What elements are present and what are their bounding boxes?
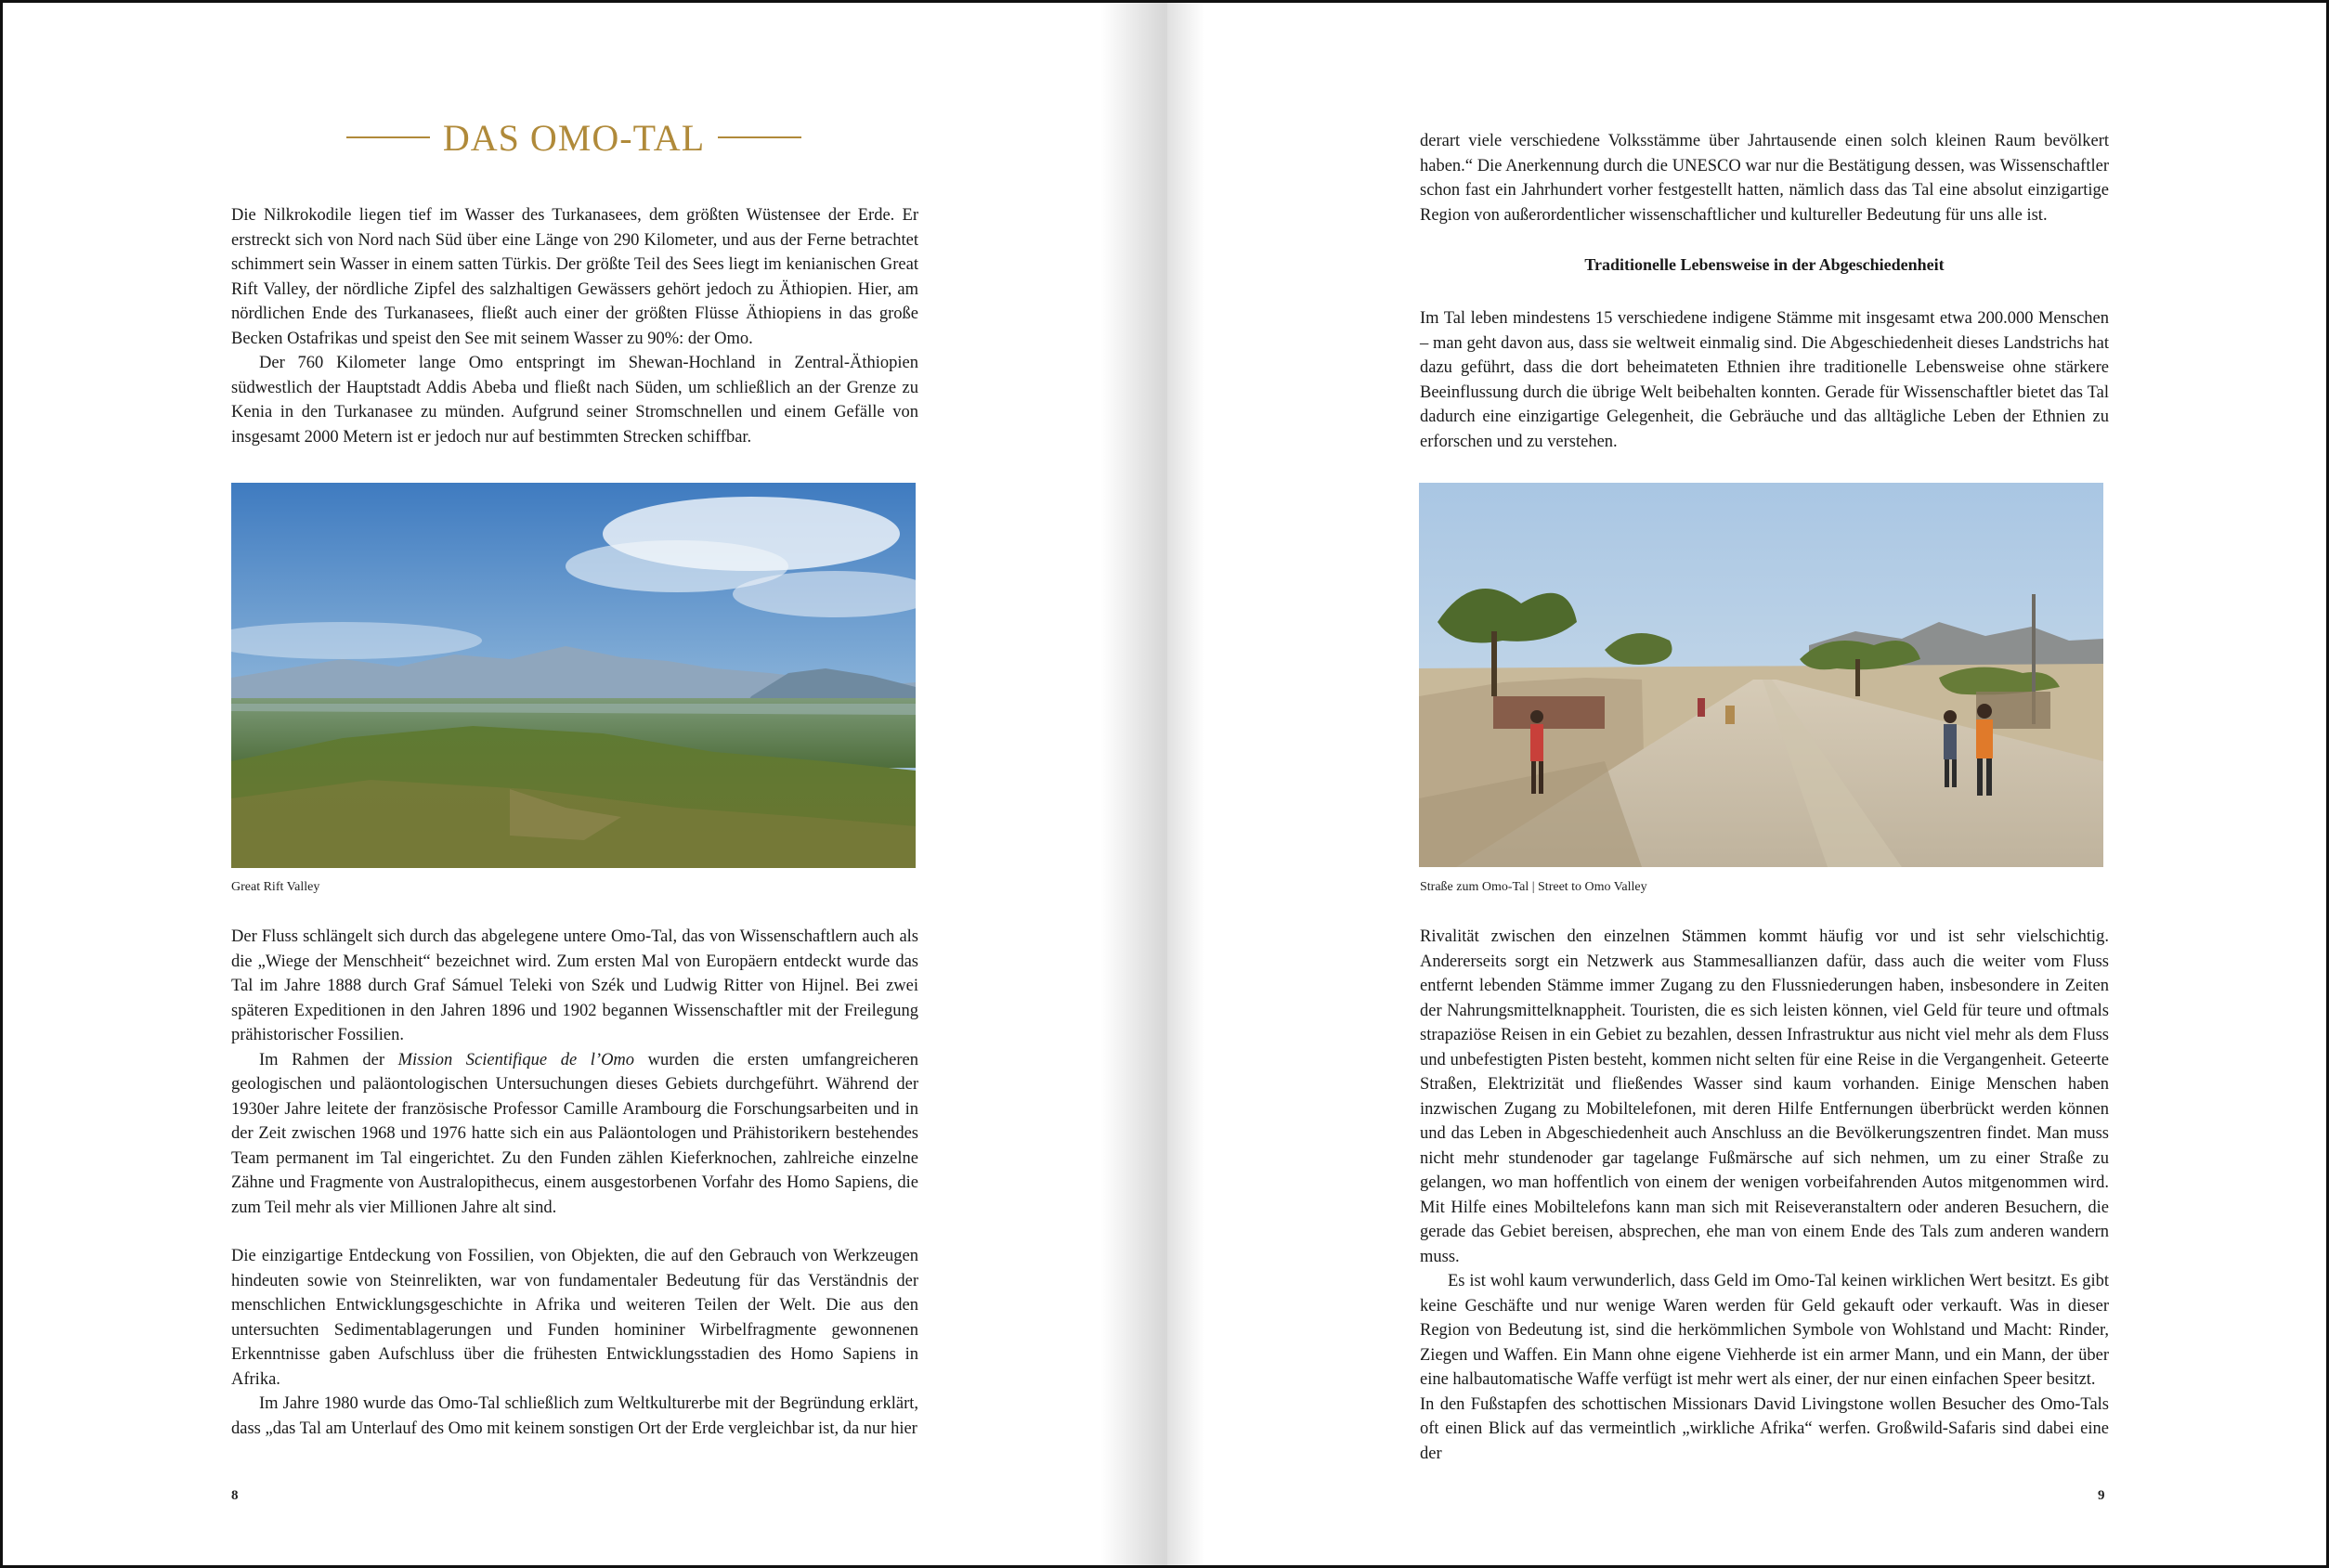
rift-valley-photo bbox=[231, 483, 916, 868]
photo-caption: Straße zum Omo-Tal | Street to Omo Valley bbox=[1420, 880, 1647, 894]
paragraph: derart viele verschiedene Volksstämme über Jahrtausende einen solch kleinen Raum bevölkert haben.“ Die Anerkennung durch die UNESCO war nur die Bestätigung dessen, was Wissenschaftler schon fast ein Jahrhundert vorher festgestellt hatten, nämlich dass das Tal eine absolut einzigartige Region von außerordentlicher wissenschaftlicher und kultureller Bedeutung für uns alle ist. bbox=[1420, 132, 2109, 225]
title-rule-right bbox=[718, 136, 801, 138]
intro-text bbox=[231, 203, 918, 449]
page-number: 8 bbox=[231, 1488, 239, 1503]
paragraph: Im Jahre 1980 wurde das Omo-Tal schließlich zum Weltkulturerbe mit der Begründung erklärt, dass „das Tal am Unterlauf des Omo mit keinem sonstigen Ort der Erde vergleichbar ist, da nur hier bbox=[231, 1394, 918, 1438]
italic-title: Mission Scientifique de l’Omo bbox=[397, 1050, 635, 1069]
text-run: Im Rahmen der bbox=[259, 1050, 398, 1069]
intro-text bbox=[1420, 306, 2109, 454]
text-run: wurden die ersten umfangreicheren geologischen und paläontologischen Untersuchungen dieses Gebiets durchgeführt. Während der 1930er Jahre leitete der französische Professor Camille Arambourg die Forschungsarbeiten und in der Zeit zwischen 1968 und 1976 hatte sich ein aus Paläontologen und Prähistorikern bestehendes Team permanent im Tal eingerichtet. Zu den Funden zählen Kieferknochen, zahlreiche einzelne Zähne und Fragmente von Australopithecus, einem ausgestorbenen Vorfahr des Homo Sapiens, die zum Teil mehr als vier Millionen Jahre alt sind. bbox=[231, 1050, 918, 1217]
paragraph: Rivalität zwischen den einzelnen Stämmen kommt häufig vor und ist sehr vielschichtig. Andererseits sorgt ein Netzwerk aus Stammesallianzen dafür, dass auch die weiter vom Fluss entfernt lebenden Stämme immer Zugang zu den Flussniederungen haben, insbesondere in Zeiten der Nahrungsmittelknappheit. Touristen, die es sich leisten können, viel Geld für teure und oftmals strapaziöse Reisen in ein Gebiet zu bezahlen, dessen Infrastruktur aus nicht viel mehr als dem Fluss und unbefestigten Pisten besteht, kommen nicht selten für eine Reise in die Vergangenheit. Geteerte Straßen, Elektrizität und fließendes Wasser sind kaum vorhanden. Einige Menschen haben inzwischen Zugang zu Mobiltelefonen, mit deren Hilfe Entfernungen überbrückt werden können und das Leben in Abgeschiedenheit auch Anschluss an die Bevölkerungszentren findet. Man muss nicht mehr stundenoder gar tagelange Fußmärsche auf sich nehmen, um zu einer Straße zu gelangen, wo man hoffentlich von einem der wenigen vorbeifahrenden Autos mitgenommen wird. Mit Hilfe eines Mobiltelefons kann man sich mit Reiseveranstaltern oder anderen Besuchern, die gerade das Gebiet bereisen, absprechen, ehe man von einem Ende des Tals zum anderen wandern muss. bbox=[1420, 927, 2109, 1266]
gutter-shadow bbox=[1167, 3, 1204, 1568]
continued-text bbox=[1420, 129, 2109, 227]
section-heading: Traditionelle Lebensweise in der Abgeschiedenheit bbox=[1584, 255, 1945, 274]
chapter-title-text: DAS OMO-TAL bbox=[442, 116, 706, 159]
paragraph: Die einzigartige Entdeckung von Fossilien, von Objekten, die auf den Gebrauch von Werkzeugen hindeuten sowie von Steinrelikten, war von fundamentaler Bedeutung für das Verständnis der menschlichen Entwicklungsgeschichte in Afrika und weiteren Teilen der Welt. Die aus den untersuchten Sedimentablagerungen und Funden homininer Wirbelfragmente gewonnenen Erkenntnisse gaben Aufschluss über die frühesten Entwicklungsstadien des Homo Sapiens in Afrika. bbox=[231, 1247, 918, 1389]
paragraph: Die Nilkrokodile liegen tief im Wasser des Turkanasees, dem größten Wüstensee der Erde. Er erstreckt sich von Nord nach Süd über eine Länge von 290 Kilometer, und aus der Ferne betrachtet schimmert sein Wasser in einem satten Türkis. Der größte Teil des Sees liegt im kenianischen Great Rift Valley, der nördliche Zipfel des salzhaltigen Gewässers gehört jedoch zu Äthiopien. Hier, am nördlichen Ende des Turkanasees, fließt auch einer der größten Flüsse Äthiopiens in das große Becken Ostafrikas und speist den See mit seinem Wasser zu 90%: der Omo. bbox=[231, 206, 918, 348]
paragraph: In den Fußstapfen des schottischen Missionars David Livingstone wollen Besucher des Omo-Tals oft einen Blick auf das vermeintlich „wirkliche Afrika“ werfen. Großwild-Safaris sind dabei eine der bbox=[1420, 1394, 2109, 1463]
gutter-shadow bbox=[1100, 3, 1165, 1568]
title-rule-left bbox=[346, 136, 430, 138]
omo-street-photo bbox=[1419, 483, 2103, 867]
paragraph bbox=[231, 1048, 918, 1221]
body-text bbox=[231, 925, 918, 1441]
paragraph: Es ist wohl kaum verwunderlich, dass Geld im Omo-Tal keinen wirklichen Wert besitzt. Es gibt keine Geschäfte und nur wenige Waren werden für Geld gekauft oder verkauft. Was in dieser Region von Bedeutung ist, sind die herkömmlichen Symbole von Wohlstand und Macht: Rinder, Ziegen und Waffen. Ein Mann ohne eigene Viehherde ist ein armer Mann, und ein Mann, der über eine halbautomatische Waffe verfügt ist mehr wert als einer, der nur einen einfachen Speer besitzt. bbox=[1420, 1272, 2109, 1389]
right-page bbox=[1167, 3, 2329, 1568]
left-page bbox=[3, 3, 1165, 1568]
chapter-title bbox=[346, 112, 801, 162]
body-text bbox=[1420, 925, 2109, 1466]
paragraph: Der 760 Kilometer lange Omo entspringt im Shewan-Hochland in Zentral-Äthiopien südwestlich der Hauptstadt Addis Abeba und fließt nach Süden, um schließlich an der Grenze zu Kenia in den Turkanasee zu münden. Aufgrund seiner Stromschnellen und einem Gefälle von insgesamt 2000 Metern ist er jedoch nur auf bestimmten Strecken schiffbar. bbox=[231, 354, 918, 447]
page-number: 9 bbox=[2098, 1488, 2105, 1503]
paragraph: Der Fluss schlängelt sich durch das abgelegene untere Omo-Tal, das von Wissenschaftlern auch als die „Wiege der Menschheit“ bezeichnet wird. Zum ersten Mal von Europäern entdeckt wurde das Tal im Jahre 1888 durch Graf Sámuel Teleki von Szék und Ludwig Ritter von Hijnel. Bei zwei späteren Expeditionen in den Jahren 1896 und 1902 begannen Wissenschaftler mit der Freilegung prähistorischer Fossilien. bbox=[231, 927, 918, 1044]
paragraph: Im Tal leben mindestens 15 verschiedene indigene Stämme mit insgesamt etwa 200.000 Menschen – man geht davon aus, dass sie weltweit einmalig sind. Die Abgeschiedenheit dieses Landstrichs hat dazu geführt, dass die dort beheimateten Ethnien ihre traditionelle Lebensweise ohne stärkere Beeinflussung durch die übrige Welt beibehalten konnten. Gerade für Wissenschaftler bietet das Tal dadurch eine einzigartige Gelegenheit, die Gebräuche und das alltägliche Leben der Ethnien zu erforschen und zu verstehen. bbox=[1420, 309, 2109, 451]
photo-caption: Great Rift Valley bbox=[231, 880, 320, 894]
